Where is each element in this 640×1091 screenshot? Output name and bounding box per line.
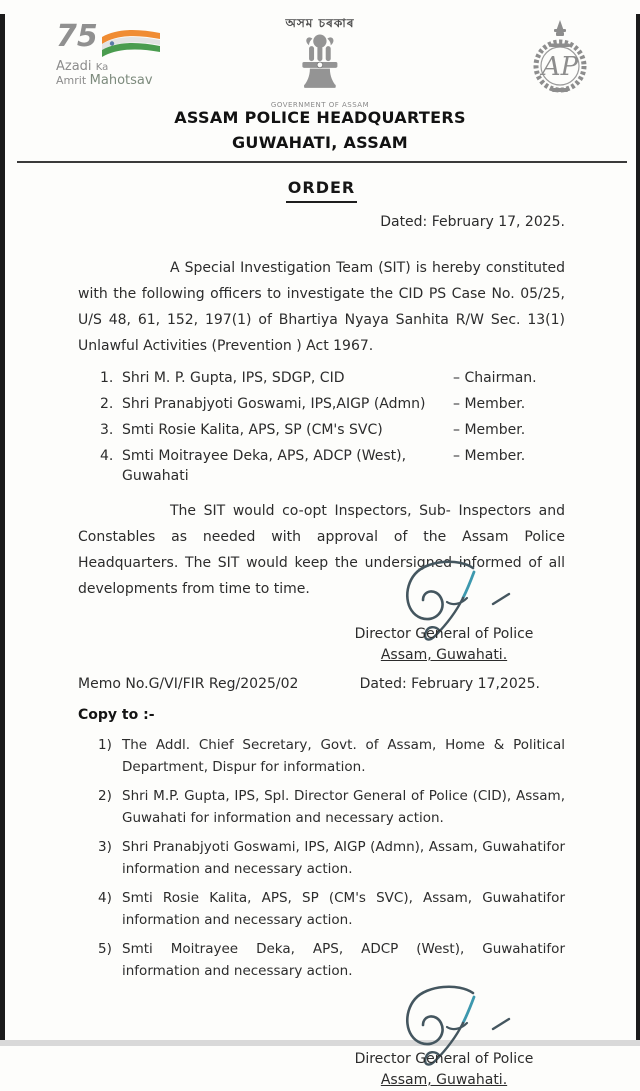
signatory-place: Assam, Guwahati. [380, 1072, 508, 1088]
member-number: 1. [100, 370, 114, 386]
copy-item-text: The Addl. Chief Secretary, Govt. of Assam, Home & Political Department, Dispur for information. [122, 737, 565, 775]
assam-police-emblem [528, 18, 592, 107]
sit-member-row [100, 420, 565, 440]
assamese-govt-text: অসম চৰকাৰ [285, 16, 355, 30]
tricolor-flag-icon [100, 26, 162, 58]
azadi-word: Azadi [56, 59, 92, 74]
memo-line [78, 674, 565, 695]
distribution-item [98, 938, 565, 982]
signatory-title: Director General of Police [354, 626, 534, 642]
member-role: – Member. [453, 422, 526, 438]
member-number: 4. [100, 448, 114, 464]
government-of-assam-caption: GOVERNMENT OF ASSAM [270, 101, 370, 109]
copy-item-number: 1) [98, 737, 112, 753]
signature-block-top [325, 558, 563, 666]
copy-item-number: 4) [98, 890, 112, 906]
copy-item-text: Smti Moitrayee Deka, APS, ADCP (West), Guwahatifor information and necessary action. [122, 941, 565, 979]
member-number: 2. [100, 396, 114, 412]
copy-item-text: Shri Pranabjyoti Goswami, IPS, AIGP (Admn), Assam, Guwahatifor information and necessary action. [122, 839, 565, 877]
copy-item-text: Smti Rosie Kalita, APS, SP (CM's SVC), Assam, Guwahatifor information and necessary action. [122, 890, 565, 928]
azadi-word-amrit: Amrit [56, 73, 87, 87]
org-title: ASSAM POLICE HEADQUARTERS [174, 108, 466, 127]
memo-date: Dated: February 17,2025. [359, 676, 540, 692]
sit-members-list [78, 368, 565, 486]
government-of-assam-emblem [271, 14, 369, 111]
distribution-item [98, 734, 565, 778]
order-document-body [0, 176, 640, 1091]
distribution-item [98, 887, 565, 931]
signature-block-bottom [325, 983, 563, 1091]
member-number: 3. [100, 422, 114, 438]
copy-item-number: 3) [98, 839, 112, 855]
azadi-word-ka: Ka [95, 62, 109, 73]
photo-edge-right [636, 14, 640, 1040]
assam-police-logo-icon [528, 18, 592, 100]
order-date: Dated: February 17, 2025. [380, 214, 565, 230]
org-location: GUWAHATI, ASSAM [232, 133, 408, 152]
constitution-paragraph: A Special Investigation Team (SIT) is hereby constituted with the following officers to investigate the CID PS Case No. 05/25, U/S 48, 61, 152, 197(1) of Bhartiya Nyaya Sanhita R/W Sec. 13(1) Unlawful Activities (Prevention ) Act 1967. [78, 260, 565, 354]
sit-member-row [100, 446, 565, 486]
copy-item-number: 5) [98, 941, 112, 957]
signatory-place: Assam, Guwahati. [380, 647, 508, 663]
distribution-list [78, 734, 565, 982]
letterhead-divider [17, 161, 627, 163]
member-role: – Member. [453, 396, 526, 412]
memo-number: Memo No.G/VI/FIR Reg/2025/02 [78, 676, 299, 692]
copy-to-heading: Copy to :- [78, 707, 155, 723]
member-role: – Chairman. [453, 370, 537, 386]
member-name: Smti Rosie Kalita, APS, SP (CM's SVC) [122, 422, 383, 438]
member-name: Shri Pranabjyoti Goswami, IPS,AIGP (Admn) [122, 396, 426, 412]
letterhead [0, 14, 640, 163]
order-heading: ORDER [286, 176, 357, 203]
police-monogram: AP [541, 52, 579, 82]
sit-member-row [100, 368, 565, 388]
member-name: Shri M. P. Gupta, IPS, SDGP, CID [122, 370, 345, 386]
signatory-title: Director General of Police [354, 1051, 534, 1067]
member-name: Smti Moitrayee Deka, APS, ADCP (West), Guwahati [122, 448, 407, 484]
ashoka-emblem-icon [289, 32, 351, 92]
member-role: – Member. [453, 448, 526, 464]
copy-item-text: Shri M.P. Gupta, IPS, Spl. Director General of Police (CID), Assam, Guwahati for information and necessary action. [122, 788, 565, 826]
sit-member-row [100, 394, 565, 414]
logo-row [0, 14, 640, 109]
distribution-item [98, 785, 565, 829]
azadi-75-numeral: 75 [56, 19, 98, 54]
azadi-ka-amrit-mahotsav-logo [56, 19, 186, 88]
photo-edge-left [0, 14, 5, 1040]
distribution-item [98, 836, 565, 880]
copy-item-number: 2) [98, 788, 112, 804]
coopt-paragraph: The SIT would co-opt Inspectors, Sub- Inspectors and Constables as needed with approval of the Assam Police Headquarters. The SIT would keep the undersigned informed of all developments from time to time. [78, 503, 565, 597]
azadi-word-mahotsav: Mahotsav [89, 72, 153, 88]
